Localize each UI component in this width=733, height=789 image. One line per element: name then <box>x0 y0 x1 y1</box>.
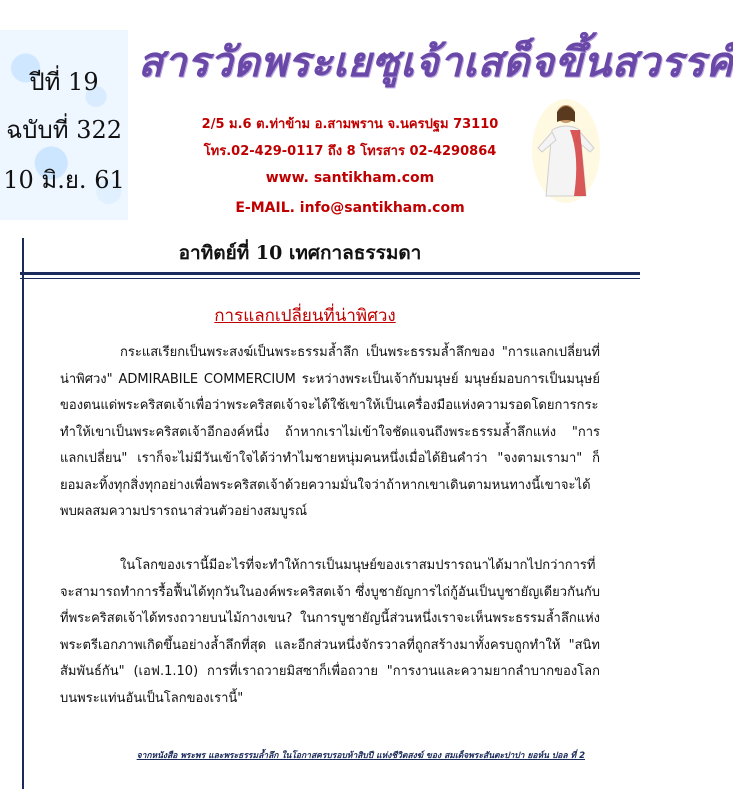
source-citation: จากหนังสือ พระพร และพระธรรมล้ำลึก ในโอกาสครบรอบห้าสิบปี แห่งชีวิตสงฆ์ ของ สมเด็จพระสันตะปาปา ยอห์น ปอล ที่ 2 <box>136 751 585 761</box>
phone-line: โทร.02-429-0117 ถึง 8 โทรสาร 02-4290864 <box>203 144 497 159</box>
issue-volume: ปีที่ 19 <box>29 68 99 96</box>
sunday-heading: อาทิตย์ที่ 10 เทศกาลธรรมดา <box>178 242 422 264</box>
article-paragraph-1: กระแสเรียกเป็นพระสงฆ์เป็นพระธรรมล้ำลึก เป็นพระธรรมล้ำลึกของ "การแลกเปลี่ยนที่น่าพิศวง" ADMIRABILE COMMERCIUM ระหว่างพระเป็นเจ้ากับมนุษย์ มนุษย์มอบการเป็นมนุษย์ของตนแด่พระคริสตเจ้าเพื่อว่าพระคริสตเจ้าจะได้ใช้เขาให้เป็นเครื่องมือแห่งความรอดโดยการกระทำให้เขาเป็นพระคริสตเจ้าอีกองค์หนึ่ง ถ้าหากเราไม่เข้าใจชัดแจนถึงพระธรรมล้ำลึกแห่ง "การแลกเปลี่ยน" เราก็จะไม่มีวันเข้าใจได้ว่าทำไมชายหนุ่มคนหนึ่งเมื่อได้ยินคำว่า "จงตามเรามา" ก็ยอมละทิ้งทุกสิ่งทุกอย่างเพื่อพระคริสตเจ้าด้วยความมั่นใจว่าถ้าหากเขาเดินตามหนทางนี้เขาจะได้พบผลสมความปรารถนาส่วนตัวอย่างสมบูรณ์ <box>60 345 600 519</box>
jesus-figure-image <box>530 96 602 206</box>
address-line: 2/5 ม.6 ต.ท่าข้าม อ.สามพราน จ.นครปฐม 73110 <box>201 117 499 132</box>
email-line: E-MAIL. info@santikham.com <box>235 200 465 216</box>
website-line: www. santikham.com <box>265 170 435 186</box>
header-rule-thin <box>20 278 640 279</box>
article-title: การแลกเปลี่ยนที่น่าพิศวง <box>214 306 396 326</box>
left-rule <box>22 238 24 789</box>
masthead-title: สารวัดพระเยซูเจ้าเสด็จขึ้นสวรรค์ <box>138 38 733 86</box>
issue-date: 10 มิ.ย. 61 <box>3 166 125 194</box>
issue-number: ฉบับที่ 322 <box>5 116 123 144</box>
article-paragraph-2: ในโลกของเรานี้มีอะไรที่จะทำให้การเป็นมนุษย์ของเราสมปรารถนาได้มากไปกว่าการที่จะสามารถทำการรื้อฟื้นได้ทุกวันในองค์พระคริสตเจ้า ซึ่งบูชายัญการไถ่กู้อันเป็นบูชายัญเดียวกันกับที่พระคริสตเจ้าได้ทรงถวายบนไม้กางเขน? ในการบูชายัญนี้ส่วนหนึ่งเราจะเห็นพระธรรมล้ำลึกแห่งพระตรีเอกภาพเกิดขึ้นอย่างล้ำลึกที่สุด และอีกส่วนหนึ่งจักรวาลที่ถูกสร้างมาทั้งครบถูกทำให้ "สนิทสัมพันธ์กัน" (เอฟ.1.10) การที่เราถวายมิสซาก็เพื่อถวาย "การงานและความยากลำบากของโลกบนพระแท่นอันเป็นโลกของเรานี้" <box>60 558 600 706</box>
header-rule <box>20 272 640 275</box>
